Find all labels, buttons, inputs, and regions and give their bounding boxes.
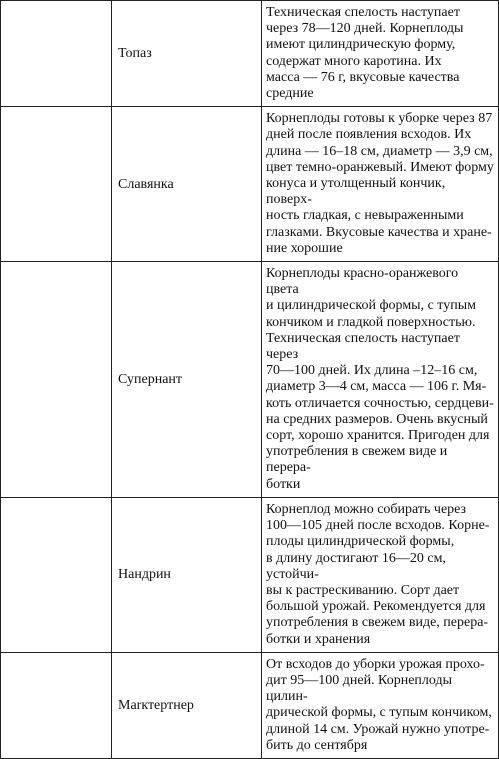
table-row bbox=[1, 107, 499, 262]
table-row bbox=[1, 1, 499, 107]
variety-description-cell bbox=[262, 652, 499, 758]
variety-description: От всходов до уборки урожая прохо- дит 95—100 дней. Корнеплоды цилин- дрической формы, с тупым кончиком, длиной 14 см. Урожай нужно употре- бить до сентября bbox=[266, 656, 492, 753]
variety-name: Топаз bbox=[112, 1, 262, 107]
variety-description: Корнеплоды готовы к уборке через 87 дней после появления всходов. Их длина — 16–18 см, диаметр — 3,9 см, цвет темно-оранжевый. Имеют форму конуса и утолщенный кончик, поверх- ность гладкая, с невыраженными глазками. Вкусовые качества и хране- ние хорошие bbox=[266, 111, 494, 256]
variety-description: Техническая спелость наступает через 78—120 дней. Корнеплоды имеют цилиндрическую форму, содержат много каротина. Их масса — 76 г, вкусовые качества средние bbox=[266, 5, 464, 102]
variety-description-cell bbox=[262, 1, 499, 107]
variety-description: Корнеплоды красно-оранжевого цвета и цилиндрической формы, с тупым кончиком и гладкой поверхностью. Техническая спелость наступает через 70—100 дней. Их длина –12–16 см, диаметр 3—4 см, масса — 106 г. Мя- коть отличается сочностью, сердцеви- на средних размеров. Очень вкусный сорт, хорошо хранится. Пригоден для употребления в свежем виде и перера- ботки bbox=[266, 266, 494, 492]
variety-description: Корнеплод можно собирать через 100—105 дней после всходов. Корне- плоды цилиндрической формы, в длину достигают 16—20 см, устойчи- вы к растрескиванию. Сорт дает большой урожай. Рекомендуется для употребления в свежем виде, перера- ботки и хранения bbox=[266, 501, 490, 647]
variety-description-cell bbox=[262, 107, 499, 262]
table-row bbox=[1, 497, 499, 652]
blank-cell bbox=[1, 107, 112, 262]
blank-cell bbox=[1, 1, 112, 107]
variety-description-cell bbox=[262, 262, 499, 498]
variety-description-cell bbox=[262, 497, 499, 652]
blank-cell bbox=[1, 497, 112, 652]
table-row bbox=[1, 652, 499, 758]
variety-name: Супернант bbox=[112, 262, 262, 498]
blank-cell bbox=[1, 652, 112, 758]
variety-name: Мarктертнер bbox=[112, 652, 262, 758]
blank-cell bbox=[1, 262, 112, 498]
variety-name: Нандрин bbox=[112, 497, 262, 652]
variety-name: Славянка bbox=[112, 107, 262, 262]
table-row bbox=[1, 262, 499, 498]
